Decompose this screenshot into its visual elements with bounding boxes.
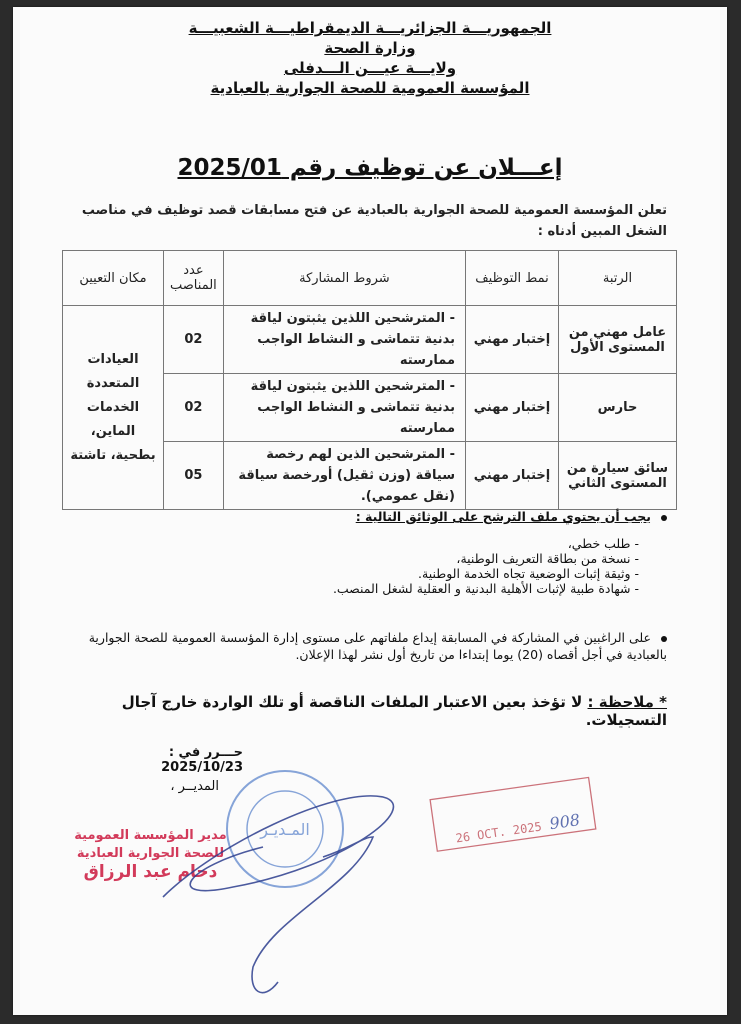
intro-paragraph: تعلن المؤسسة العمومية للصحة الجوارية بالعبادية عن فتح مسابقات قصد توظيف في مناصب الشغل المبين أدناه : — [81, 203, 667, 239]
documents-lead: يجب أن يحتوي ملف الترشح على الوثائق التالية : — [355, 509, 651, 524]
note-label: * ملاحظة : — [587, 693, 667, 711]
conditions-text: المترشحين الذين لهم رخصة سياقة (وزن ثقيل) أورخصة سياقة (نقل عمومي). — [238, 447, 455, 504]
mode-cell: إختبار مهني — [466, 306, 559, 374]
document-page — [13, 7, 727, 1015]
round-stamp — [227, 771, 343, 887]
header-wilaya: ولايـــة عيـــن الـــدفلى — [283, 59, 457, 77]
document-item: - شهادة طبية لإثبات الأهلية البدنية و العقلية لشغل المنصب. — [73, 581, 639, 596]
conditions-cell: - المترشحين اللذين يثبتون لياقة بدنية تتماشى و النشاط الواجب ممارسته — [223, 374, 465, 442]
col-count: عدد المناصب — [164, 251, 224, 306]
header-institution: المؤسسة العمومية للصحة الجوارية بالعبادية — [210, 79, 530, 97]
rank-cell: عامل مهني من المستوى الأول — [559, 306, 677, 374]
receipt-number: 908 — [548, 810, 582, 834]
deposit-text: على الراغبين في المشاركة في المسابقة إيداع ملفاتهم على مستوى إدارة المؤسسة العمومية للصحة الجوارية بالعبادية في أجل أقصاه (20) يوما إبتداءا من تاريخ أول نشر لهذا الإعلان. — [88, 630, 667, 662]
col-conditions: شروط المشاركة — [223, 251, 465, 306]
receipt-date: 26 OCT. 2025 — [454, 819, 543, 846]
red-stamp-name: دحام عبد الرزاق — [83, 862, 218, 882]
rank-cell: حارس — [559, 374, 677, 442]
announcement-title: إعـــلان عن توظيف رقم 2025/01 — [177, 155, 563, 181]
header-ministry: وزارة الصحة — [324, 39, 416, 57]
header-republic: الجمهوريـــة الجزائريـــة الديمقراطيـــة الشعبيـــة — [188, 19, 552, 37]
stamps-overlay — [13, 7, 727, 1015]
red-stamp-line1: مدير المؤسسة العمومية — [74, 828, 227, 843]
count-cell: 05 — [164, 442, 224, 510]
conditions-cell: - المترشحين اللذين يثبتون لياقة بدنية تتماشى و النشاط الواجب ممارسته — [223, 306, 465, 374]
conditions-text: المترشحين اللذين يثبتون لياقة بدنية تتماشى و النشاط الواجب ممارسته — [250, 379, 455, 436]
col-location: مكان التعيين — [63, 251, 164, 306]
receipt-stamp — [430, 777, 596, 851]
signature-title: المديــر ، — [170, 779, 219, 794]
mode-cell: إختبار مهني — [466, 442, 559, 510]
signature-date: حـــرر في : 2025/10/23 — [161, 745, 243, 775]
round-stamp-center-text: المـديـر — [260, 820, 310, 839]
red-stamp-line2: للصحة الجوارية العبادية — [76, 846, 225, 861]
mode-cell: إختبار مهني — [466, 374, 559, 442]
count-cell: 02 — [164, 374, 224, 442]
document-item: - وثيقة إثبات الوضعية تجاه الخدمة الوطنية. — [73, 566, 639, 581]
location-cell: العيادات المتعددة الخدمات الماين، بطحية، تاشتة — [63, 306, 164, 510]
document-item: - نسخة من بطاقة التعريف الوطنية، — [73, 551, 639, 566]
rank-cell: سائق سيارة من المستوى الثاني — [559, 442, 677, 510]
count-cell: 02 — [164, 306, 224, 374]
col-rank: الرتبة — [559, 251, 677, 306]
document-item: - طلب خطي، — [73, 536, 639, 551]
col-mode: نمط التوظيف — [466, 251, 559, 306]
note-text: لا تؤخذ بعين الاعتبار الملفات الناقصة أو تلك الواردة خارج آجال التسجيلات. — [121, 693, 667, 729]
conditions-text: المترشحين اللذين يثبتون لياقة بدنية تتماشى و النشاط الواجب ممارسته — [250, 311, 455, 368]
conditions-cell: - المترشحين الذين لهم رخصة سياقة (وزن ثقيل) أورخصة سياقة (نقل عمومي). — [223, 442, 465, 510]
